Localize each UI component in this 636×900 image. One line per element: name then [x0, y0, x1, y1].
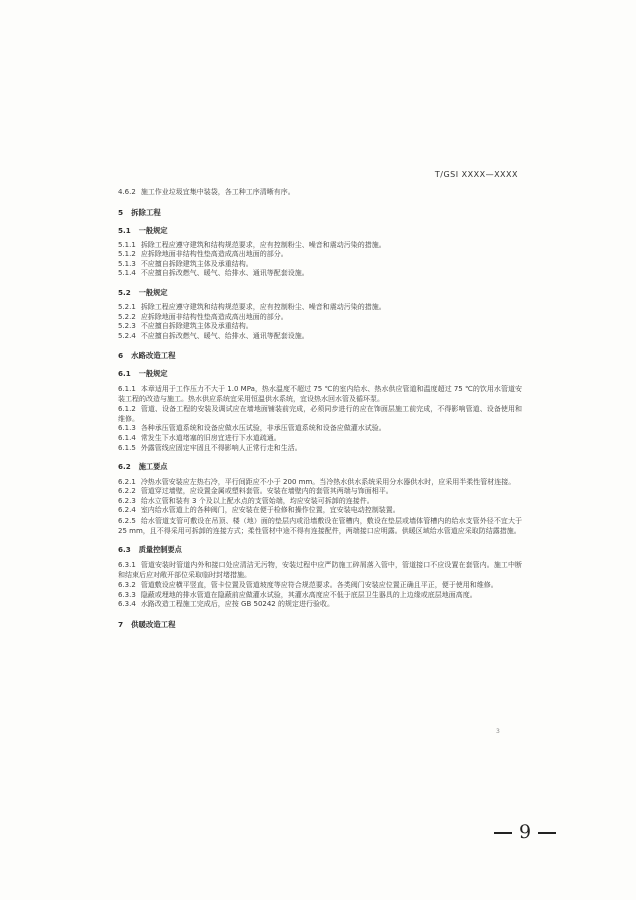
subsection-heading [118, 462, 522, 472]
clause [118, 444, 522, 454]
clause-text: 管道敷设应横平竖直，管卡位置及管道坡度等应符合规范要求。各类阀门安装应位置正确且平正，便于使用和维修。 [140, 580, 498, 589]
clause-number: 5.1.2 [118, 250, 136, 259]
clause-text: 水路改造工程施工完成后，应按 GB 50242 的规定进行验收。 [140, 599, 334, 608]
clause-number: 6.3.1 [118, 560, 136, 569]
clause-text: 外露管线应固定牢固且不得影响人正常行走和生活。 [140, 443, 302, 452]
section-heading [118, 208, 522, 218]
section-heading [118, 620, 522, 630]
clause-number: 6 [118, 351, 124, 361]
clause [118, 313, 522, 323]
clause-number: 6.3.2 [118, 580, 136, 589]
clause-number: 5.2.1 [118, 302, 136, 311]
clause [118, 303, 522, 313]
clause-text: 一般规定 [138, 225, 168, 235]
clause-text: 本章适用于工作压力不大于 1.0 MPa，热水温度不超过 75 ℃的室内给水、热水供应管道和温度超过 75 ℃的饮用水管道安装工程的改造与施工。热水供应系统宜采用恒温供水系统，宜设热水回水管及循环泵。 [118, 385, 522, 404]
clause-text: 施工作业垃圾宜集中装袋，各工种工序清晰有序。 [140, 188, 295, 196]
clause [118, 590, 522, 600]
clause [118, 434, 522, 444]
clause-number: 5.1 [118, 225, 131, 235]
clause [118, 424, 522, 434]
clause-text: 水路改造工程 [131, 351, 176, 361]
clause-text: 拆除工程 [131, 207, 161, 217]
subsection-heading [118, 226, 522, 236]
subsection-heading [118, 288, 522, 298]
clause-number: 5 [118, 207, 124, 217]
clause [118, 250, 522, 260]
clause-text: 应拆除地面非结构性垫高造成高出地面的部分。 [140, 312, 288, 321]
clause-text: 质量控制要点 [138, 544, 182, 554]
inner-page-number: 3 [496, 728, 500, 735]
clause-text: 不应擅自拆除建筑主体及承重结构。 [140, 322, 253, 331]
page-number: 9 [519, 821, 532, 843]
clause-number: 5.2.3 [118, 322, 136, 331]
clause [118, 487, 522, 497]
clause-text: 隐蔽或埋地的排水管道在隐蔽前应做灌水试验，其灌水高度应不低于底层卫生器具的上边缘或底层地面高度。 [140, 590, 477, 599]
clause-text: 施工要点 [138, 462, 168, 472]
clause-number: 5.1.3 [118, 259, 136, 268]
clause-text: 冷热水管安装应左热右冷，平行间距应不小于 200 mm。当冷热水供水系统采用分水器供水时，应采用半柔性管材连接。 [140, 478, 516, 487]
clause-number: 6.1.2 [118, 405, 136, 414]
clause-text: 室内给水管道上的各种阀门，应安装在便于检修和操作位置，宜安装电动控制装置。 [140, 506, 400, 515]
footer-dash-left [494, 832, 512, 833]
subsection-heading [118, 545, 522, 555]
clause-text: 给水立管和装有 3 个及以上配水点的支管始端，均应安装可拆卸的连接件。 [140, 496, 374, 505]
subsection-heading [118, 369, 522, 379]
clause [118, 506, 522, 516]
clause-text: 拆除工程应遵守建筑和结构规范要求，应有控制粉尘、噪音和震动污染的措施。 [140, 302, 386, 311]
clause [118, 560, 522, 580]
clause-text: 一般规定 [138, 369, 168, 379]
clause-number: 5.1.1 [118, 240, 136, 249]
clause [118, 516, 522, 536]
clause-number: 5.2.4 [118, 331, 136, 340]
clause-number: 5.1.4 [118, 269, 136, 278]
clause [118, 188, 522, 198]
clause-number: 6.2.4 [118, 506, 136, 515]
clause-number: 6.1 [118, 369, 131, 379]
clause-text: 拆除工程应遵守建筑和结构规范要求，应有控制粉尘、噪音和震动污染的措施。 [140, 240, 386, 249]
clause-text: 常发生下水道堵塞的旧房宜进行下水道疏通。 [140, 433, 281, 442]
clause [118, 269, 522, 279]
clause [118, 260, 522, 270]
clause-number: 5.2 [118, 287, 131, 297]
clause [118, 477, 522, 487]
clause-text: 各种承压管道系统和设备应做水压试验，非承压管道系统和设备应做灌水试验。 [140, 424, 386, 433]
clause-text: 管道穿过墙壁，应设置金属或塑料套管。安装在墙壁内的套管其两端与饰面相平。 [140, 487, 393, 496]
document-code: T/GSI XXXX—XXXX [434, 170, 518, 179]
clause-text: 供暖改造工程 [131, 619, 176, 629]
clause-text: 给水管道支管可敷设在吊顶、楼（地）面的垫层内或沿墙敷设在管槽内，敷设在垫层或墙体管槽内的给水支管外径不宜大于 25 mm，且不得采用可拆卸的连接方式；柔性管材中途不得有连接配件，两端接口应明露。供暖区域给水管道应采取防结露措施。 [118, 516, 522, 535]
clause [118, 332, 522, 342]
clause-number: 5.2.2 [118, 312, 136, 321]
clause-number: 6.3 [118, 544, 131, 554]
clause-number: 6.2.3 [118, 496, 136, 505]
clause [118, 241, 522, 251]
clause-number: 6.2.2 [118, 487, 136, 496]
clause-text: 不应擅自拆除建筑主体及承重结构。 [140, 259, 253, 268]
clause [118, 580, 522, 590]
clause-text: 一般规定 [138, 287, 168, 297]
clause-text: 管道安装时管道内外和接口处应清洁无污物，安装过程中应严防施工碎屑落入管中，管道接口不应设置在套管内。施工中断和结束后应对敞开部位采取临时封堵措施。 [118, 560, 522, 579]
clause-number: 6.3.3 [118, 590, 136, 599]
clause-text: 不应擅自拆改燃气、暖气、给排水、通讯等配套设施。 [140, 331, 309, 340]
document-body [118, 188, 522, 638]
clause-number: 6.2.5 [118, 516, 136, 525]
page-footer [487, 821, 563, 843]
clause-number: 6.2.1 [118, 478, 136, 487]
clause [118, 600, 522, 610]
clause-text: 管道、设备工程的安装及调试应在墙地面铺装前完成，必须同步进行的应在饰面层施工前完成，不得影响管道、设备使用和维修。 [118, 405, 522, 424]
clause [118, 497, 522, 507]
clause-number: 6.1.4 [118, 433, 136, 442]
clause-number: 7 [118, 619, 124, 629]
clause-number: 4.6.2 [118, 188, 136, 196]
footer-dash-right [538, 832, 556, 833]
clause-text: 应拆除地面非结构性垫高造成高出地面的部分。 [140, 250, 288, 259]
clause-number: 6.1.5 [118, 443, 136, 452]
clause-number: 6.1.1 [118, 385, 136, 394]
clause-number: 6.1.3 [118, 424, 136, 433]
clause [118, 404, 522, 424]
clause-number: 6.2 [118, 462, 131, 472]
clause [118, 322, 522, 332]
clause [118, 384, 522, 404]
clause-number: 6.3.4 [118, 599, 136, 608]
clause-text: 不应擅自拆改燃气、暖气、给排水、通讯等配套设施。 [140, 269, 309, 278]
section-heading [118, 351, 522, 361]
